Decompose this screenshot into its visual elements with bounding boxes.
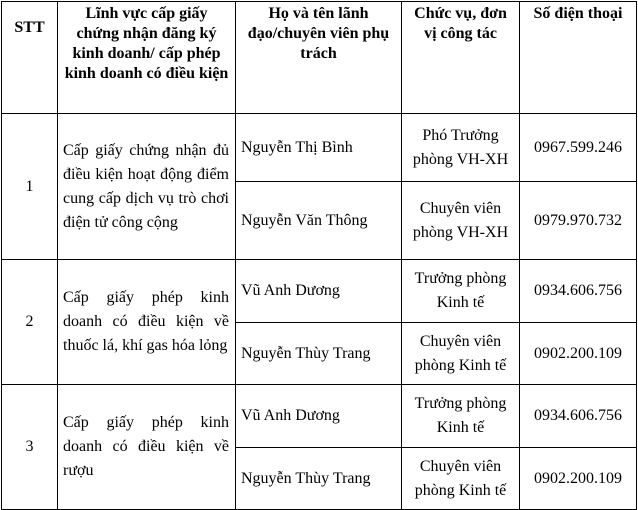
person-cell: Nguyễn Thị Bình (236, 114, 402, 182)
stt-cell: 3 (2, 385, 58, 510)
header-phone: Số điện thoại (520, 2, 637, 114)
table-row (2, 385, 637, 448)
header-field: Lĩnh vực cấp giấy chứng nhận đăng ký kinh doanh/ cấp phép kinh doanh có điều kiện (58, 2, 236, 114)
table-row (2, 114, 637, 182)
header-row (2, 2, 637, 114)
person-cell: Vũ Anh Dương (236, 260, 402, 323)
field-cell: Cấp giấy phép kinh doanh có điều kiện về thuốc lá, khí gas hóa lỏng (58, 260, 236, 385)
position-cell: Phó Trưởng phòng VH-XH (402, 114, 520, 182)
person-cell: Nguyễn Thùy Trang (236, 323, 402, 385)
contact-table (1, 1, 637, 510)
person-cell: Nguyễn Văn Thông (236, 182, 402, 260)
person-cell: Nguyễn Thùy Trang (236, 448, 402, 510)
position-cell: Chuyên viên phòng VH-XH (402, 182, 520, 260)
position-cell: Chuyên viên phòng Kinh tế (402, 448, 520, 510)
position-cell: Trưởng phòng Kinh tế (402, 260, 520, 323)
stt-cell: 2 (2, 260, 58, 385)
stt-cell: 1 (2, 114, 58, 260)
position-cell: Trưởng phòng Kinh tế (402, 385, 520, 448)
phone-cell: 0979.970.732 (520, 182, 637, 260)
header-position: Chức vụ, đơn vị công tác (402, 2, 520, 114)
table-row (2, 260, 637, 323)
phone-cell: 0902.200.109 (520, 323, 637, 385)
person-cell: Vũ Anh Dương (236, 385, 402, 448)
phone-cell: 0934.606.756 (520, 385, 637, 448)
position-cell: Chuyên viên phòng Kinh tế (402, 323, 520, 385)
phone-cell: 0902.200.109 (520, 448, 637, 510)
field-cell: Cấp giấy chứng nhận đủ điều kiện hoạt động điểm cung cấp dịch vụ trò chơi điện tử công cộng (58, 114, 236, 260)
field-cell: Cấp giấy phép kinh doanh có điều kiện về rượu (58, 385, 236, 510)
header-person: Họ và tên lãnh đạo/chuyên viên phụ trách (236, 2, 402, 114)
header-stt: STT (2, 2, 58, 114)
phone-cell: 0934.606.756 (520, 260, 637, 323)
phone-cell: 0967.599.246 (520, 114, 637, 182)
